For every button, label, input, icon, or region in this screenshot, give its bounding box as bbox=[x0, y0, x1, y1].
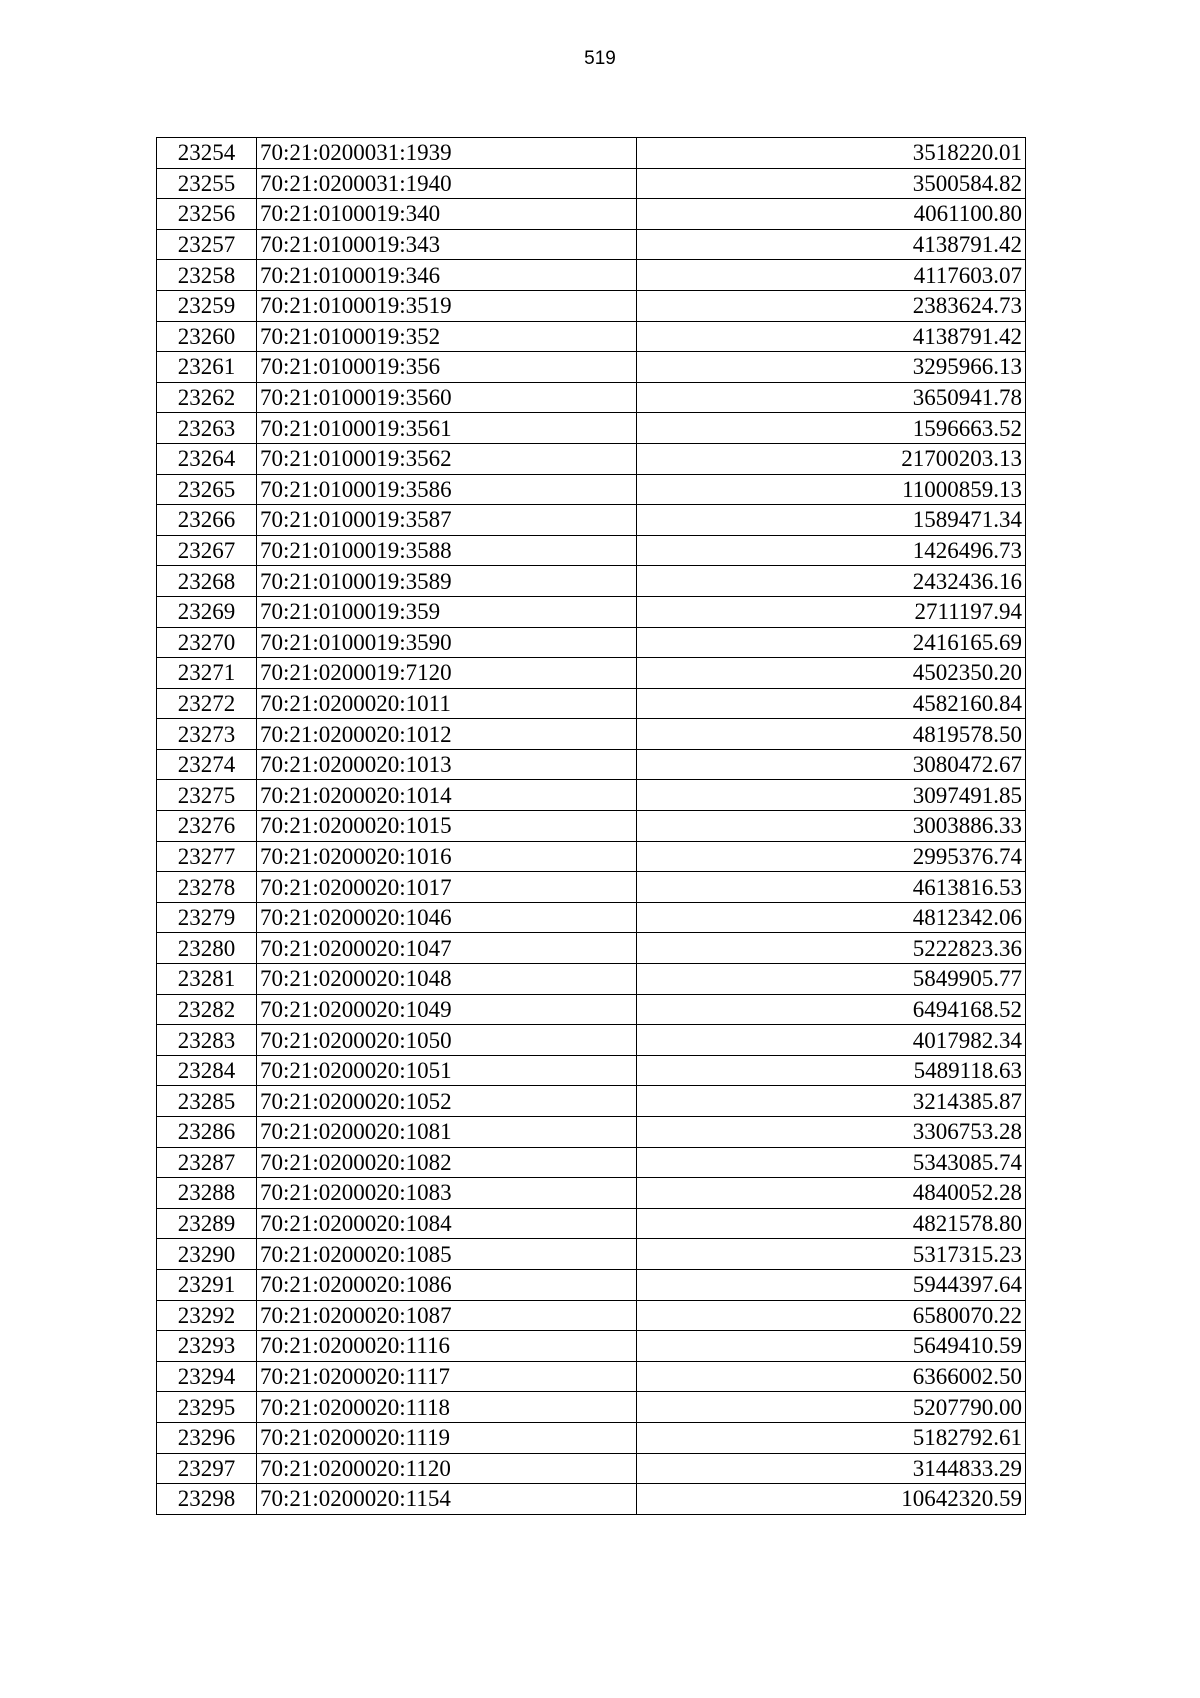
row-number-cell: 23258 bbox=[157, 260, 257, 291]
cadastral-number-cell: 70:21:0200020:1047 bbox=[257, 933, 637, 964]
cadastral-value-cell: 4502350.20 bbox=[637, 658, 1026, 689]
cadastral-value-cell: 3144833.29 bbox=[637, 1453, 1026, 1484]
row-number-cell: 23296 bbox=[157, 1422, 257, 1453]
row-number-cell: 23260 bbox=[157, 321, 257, 352]
cadastral-number-cell: 70:21:0200031:1940 bbox=[257, 168, 637, 199]
table-row bbox=[157, 780, 1026, 811]
cadastral-value-cell: 3097491.85 bbox=[637, 780, 1026, 811]
cadastral-value-cell: 3214385.87 bbox=[637, 1086, 1026, 1117]
table-row bbox=[157, 719, 1026, 750]
cadastral-number-cell: 70:21:0100019:3590 bbox=[257, 627, 637, 658]
table-row bbox=[157, 596, 1026, 627]
cadastral-value-cell: 2416165.69 bbox=[637, 627, 1026, 658]
table-row bbox=[157, 1086, 1026, 1117]
cadastral-value-cell: 4582160.84 bbox=[637, 688, 1026, 719]
cadastral-number-cell: 70:21:0100019:3519 bbox=[257, 290, 637, 321]
row-number-cell: 23270 bbox=[157, 627, 257, 658]
cadastral-value-cell: 5207790.00 bbox=[637, 1392, 1026, 1423]
cadastral-value-cell: 11000859.13 bbox=[637, 474, 1026, 505]
cadastral-value-cell: 4138791.42 bbox=[637, 229, 1026, 260]
cadastral-value-cell: 5649410.59 bbox=[637, 1331, 1026, 1362]
row-number-cell: 23276 bbox=[157, 811, 257, 842]
table-row bbox=[157, 1484, 1026, 1515]
table-row bbox=[157, 168, 1026, 199]
cadastral-number-cell: 70:21:0200020:1013 bbox=[257, 749, 637, 780]
cadastral-value-cell: 6366002.50 bbox=[637, 1361, 1026, 1392]
table-row bbox=[157, 260, 1026, 291]
table-row bbox=[157, 902, 1026, 933]
cadastral-number-cell: 70:21:0200020:1050 bbox=[257, 1025, 637, 1056]
table-row bbox=[157, 1453, 1026, 1484]
cadastral-value-cell: 1589471.34 bbox=[637, 505, 1026, 536]
row-number-cell: 23281 bbox=[157, 964, 257, 995]
table-row bbox=[157, 413, 1026, 444]
table-row bbox=[157, 688, 1026, 719]
cadastral-number-cell: 70:21:0100019:346 bbox=[257, 260, 637, 291]
row-number-cell: 23256 bbox=[157, 199, 257, 230]
cadastral-value-cell: 6494168.52 bbox=[637, 994, 1026, 1025]
cadastral-number-cell: 70:21:0100019:3589 bbox=[257, 566, 637, 597]
cadastral-number-cell: 70:21:0200020:1052 bbox=[257, 1086, 637, 1117]
page-number: 519 bbox=[584, 48, 616, 69]
row-number-cell: 23263 bbox=[157, 413, 257, 444]
row-number-cell: 23284 bbox=[157, 1055, 257, 1086]
row-number-cell: 23298 bbox=[157, 1484, 257, 1515]
cadastral-value-cell: 4819578.50 bbox=[637, 719, 1026, 750]
table-row bbox=[157, 1422, 1026, 1453]
row-number-cell: 23289 bbox=[157, 1208, 257, 1239]
table-row bbox=[157, 229, 1026, 260]
cadastral-number-cell: 70:21:0100019:356 bbox=[257, 352, 637, 383]
cadastral-number-cell: 70:21:0200020:1154 bbox=[257, 1484, 637, 1515]
row-number-cell: 23291 bbox=[157, 1269, 257, 1300]
table-row bbox=[157, 1178, 1026, 1209]
table-row bbox=[157, 1117, 1026, 1148]
table-row bbox=[157, 382, 1026, 413]
table-body bbox=[157, 138, 1026, 1515]
row-number-cell: 23297 bbox=[157, 1453, 257, 1484]
row-number-cell: 23277 bbox=[157, 841, 257, 872]
table-row bbox=[157, 811, 1026, 842]
cadastral-value-cell: 1426496.73 bbox=[637, 535, 1026, 566]
cadastral-value-cell: 5317315.23 bbox=[637, 1239, 1026, 1270]
row-number-cell: 23279 bbox=[157, 902, 257, 933]
table-row bbox=[157, 290, 1026, 321]
cadastral-number-cell: 70:21:0200020:1118 bbox=[257, 1392, 637, 1423]
row-number-cell: 23282 bbox=[157, 994, 257, 1025]
table-row bbox=[157, 352, 1026, 383]
cadastral-value-cell: 4613816.53 bbox=[637, 872, 1026, 903]
cadastral-number-cell: 70:21:0200020:1120 bbox=[257, 1453, 637, 1484]
row-number-cell: 23278 bbox=[157, 872, 257, 903]
cadastral-number-cell: 70:21:0200020:1015 bbox=[257, 811, 637, 842]
row-number-cell: 23266 bbox=[157, 505, 257, 536]
cadastral-number-cell: 70:21:0200020:1017 bbox=[257, 872, 637, 903]
table-row bbox=[157, 872, 1026, 903]
cadastral-number-cell: 70:21:0200020:1083 bbox=[257, 1178, 637, 1209]
cadastral-number-cell: 70:21:0200020:1086 bbox=[257, 1269, 637, 1300]
cadastral-number-cell: 70:21:0200020:1016 bbox=[257, 841, 637, 872]
table-row bbox=[157, 1300, 1026, 1331]
cadastral-value-cell: 3650941.78 bbox=[637, 382, 1026, 413]
cadastral-number-cell: 70:21:0200020:1051 bbox=[257, 1055, 637, 1086]
cadastral-value-cell: 2995376.74 bbox=[637, 841, 1026, 872]
cadastral-value-cell: 21700203.13 bbox=[637, 443, 1026, 474]
cadastral-number-cell: 70:21:0200020:1084 bbox=[257, 1208, 637, 1239]
cadastral-value-cell: 5343085.74 bbox=[637, 1147, 1026, 1178]
cadastral-value-cell: 3500584.82 bbox=[637, 168, 1026, 199]
table-row bbox=[157, 321, 1026, 352]
table-row bbox=[157, 994, 1026, 1025]
table-row bbox=[157, 964, 1026, 995]
cadastral-number-cell: 70:21:0200020:1012 bbox=[257, 719, 637, 750]
cadastral-number-cell: 70:21:0100019:3588 bbox=[257, 535, 637, 566]
cadastral-value-cell: 5849905.77 bbox=[637, 964, 1026, 995]
row-number-cell: 23262 bbox=[157, 382, 257, 413]
row-number-cell: 23274 bbox=[157, 749, 257, 780]
row-number-cell: 23268 bbox=[157, 566, 257, 597]
row-number-cell: 23286 bbox=[157, 1117, 257, 1148]
cadastral-number-cell: 70:21:0200020:1085 bbox=[257, 1239, 637, 1270]
row-number-cell: 23255 bbox=[157, 168, 257, 199]
cadastral-value-cell: 4017982.34 bbox=[637, 1025, 1026, 1056]
cadastral-value-cell: 5944397.64 bbox=[637, 1269, 1026, 1300]
cadastral-number-cell: 70:21:0100019:340 bbox=[257, 199, 637, 230]
cadastral-value-cell: 3306753.28 bbox=[637, 1117, 1026, 1148]
table-row bbox=[157, 1055, 1026, 1086]
cadastral-value-cell: 3295966.13 bbox=[637, 352, 1026, 383]
cadastral-value-cell: 3518220.01 bbox=[637, 138, 1026, 169]
table-row bbox=[157, 443, 1026, 474]
cadastral-value-table bbox=[156, 137, 1026, 1515]
cadastral-value-cell: 5182792.61 bbox=[637, 1422, 1026, 1453]
cadastral-number-cell: 70:21:0200020:1087 bbox=[257, 1300, 637, 1331]
table-row bbox=[157, 841, 1026, 872]
table-row bbox=[157, 199, 1026, 230]
row-number-cell: 23271 bbox=[157, 658, 257, 689]
row-number-cell: 23293 bbox=[157, 1331, 257, 1362]
row-number-cell: 23259 bbox=[157, 290, 257, 321]
cadastral-value-cell: 4061100.80 bbox=[637, 199, 1026, 230]
cadastral-number-cell: 70:21:0200020:1081 bbox=[257, 1117, 637, 1148]
row-number-cell: 23292 bbox=[157, 1300, 257, 1331]
table-row bbox=[157, 1269, 1026, 1300]
cadastral-number-cell: 70:21:0200020:1119 bbox=[257, 1422, 637, 1453]
row-number-cell: 23264 bbox=[157, 443, 257, 474]
cadastral-number-cell: 70:21:0100019:3587 bbox=[257, 505, 637, 536]
cadastral-number-cell: 70:21:0100019:3561 bbox=[257, 413, 637, 444]
table-row bbox=[157, 1331, 1026, 1362]
cadastral-number-cell: 70:21:0200020:1117 bbox=[257, 1361, 637, 1392]
cadastral-number-cell: 70:21:0100019:3562 bbox=[257, 443, 637, 474]
cadastral-number-cell: 70:21:0200020:1049 bbox=[257, 994, 637, 1025]
cadastral-number-cell: 70:21:0100019:3560 bbox=[257, 382, 637, 413]
table-row bbox=[157, 1208, 1026, 1239]
table-row bbox=[157, 749, 1026, 780]
cadastral-value-cell: 4812342.06 bbox=[637, 902, 1026, 933]
cadastral-number-cell: 70:21:0200019:7120 bbox=[257, 658, 637, 689]
cadastral-value-cell: 1596663.52 bbox=[637, 413, 1026, 444]
cadastral-number-cell: 70:21:0200020:1116 bbox=[257, 1331, 637, 1362]
table-row bbox=[157, 1361, 1026, 1392]
row-number-cell: 23269 bbox=[157, 596, 257, 627]
table-row bbox=[157, 474, 1026, 505]
table-row bbox=[157, 535, 1026, 566]
cadastral-number-cell: 70:21:0200020:1082 bbox=[257, 1147, 637, 1178]
cadastral-number-cell: 70:21:0200020:1011 bbox=[257, 688, 637, 719]
cadastral-value-cell: 2383624.73 bbox=[637, 290, 1026, 321]
row-number-cell: 23267 bbox=[157, 535, 257, 566]
row-number-cell: 23290 bbox=[157, 1239, 257, 1270]
cadastral-number-cell: 70:21:0200020:1014 bbox=[257, 780, 637, 811]
cadastral-value-cell: 4117603.07 bbox=[637, 260, 1026, 291]
row-number-cell: 23257 bbox=[157, 229, 257, 260]
cadastral-value-cell: 6580070.22 bbox=[637, 1300, 1026, 1331]
table-row bbox=[157, 1392, 1026, 1423]
row-number-cell: 23272 bbox=[157, 688, 257, 719]
row-number-cell: 23275 bbox=[157, 780, 257, 811]
cadastral-number-cell: 70:21:0200031:1939 bbox=[257, 138, 637, 169]
cadastral-value-cell: 5222823.36 bbox=[637, 933, 1026, 964]
cadastral-value-cell: 2432436.16 bbox=[637, 566, 1026, 597]
row-number-cell: 23254 bbox=[157, 138, 257, 169]
cadastral-value-cell: 4821578.80 bbox=[637, 1208, 1026, 1239]
row-number-cell: 23280 bbox=[157, 933, 257, 964]
row-number-cell: 23287 bbox=[157, 1147, 257, 1178]
row-number-cell: 23283 bbox=[157, 1025, 257, 1056]
cadastral-value-cell: 4840052.28 bbox=[637, 1178, 1026, 1209]
cadastral-value-cell: 2711197.94 bbox=[637, 596, 1026, 627]
cadastral-number-cell: 70:21:0100019:359 bbox=[257, 596, 637, 627]
row-number-cell: 23273 bbox=[157, 719, 257, 750]
row-number-cell: 23295 bbox=[157, 1392, 257, 1423]
cadastral-number-cell: 70:21:0200020:1046 bbox=[257, 902, 637, 933]
table-row bbox=[157, 505, 1026, 536]
cadastral-number-cell: 70:21:0100019:352 bbox=[257, 321, 637, 352]
cadastral-value-cell: 5489118.63 bbox=[637, 1055, 1026, 1086]
row-number-cell: 23285 bbox=[157, 1086, 257, 1117]
cadastral-number-cell: 70:21:0100019:343 bbox=[257, 229, 637, 260]
row-number-cell: 23265 bbox=[157, 474, 257, 505]
table-row bbox=[157, 138, 1026, 169]
table-row bbox=[157, 658, 1026, 689]
table-row bbox=[157, 627, 1026, 658]
table-row bbox=[157, 1239, 1026, 1270]
row-number-cell: 23288 bbox=[157, 1178, 257, 1209]
table-row bbox=[157, 1025, 1026, 1056]
row-number-cell: 23294 bbox=[157, 1361, 257, 1392]
cadastral-number-cell: 70:21:0100019:3586 bbox=[257, 474, 637, 505]
cadastral-value-cell: 10642320.59 bbox=[637, 1484, 1026, 1515]
table-row bbox=[157, 566, 1026, 597]
table-row bbox=[157, 1147, 1026, 1178]
cadastral-number-cell: 70:21:0200020:1048 bbox=[257, 964, 637, 995]
row-number-cell: 23261 bbox=[157, 352, 257, 383]
table-row bbox=[157, 933, 1026, 964]
cadastral-value-cell: 4138791.42 bbox=[637, 321, 1026, 352]
cadastral-value-cell: 3080472.67 bbox=[637, 749, 1026, 780]
cadastral-value-cell: 3003886.33 bbox=[637, 811, 1026, 842]
